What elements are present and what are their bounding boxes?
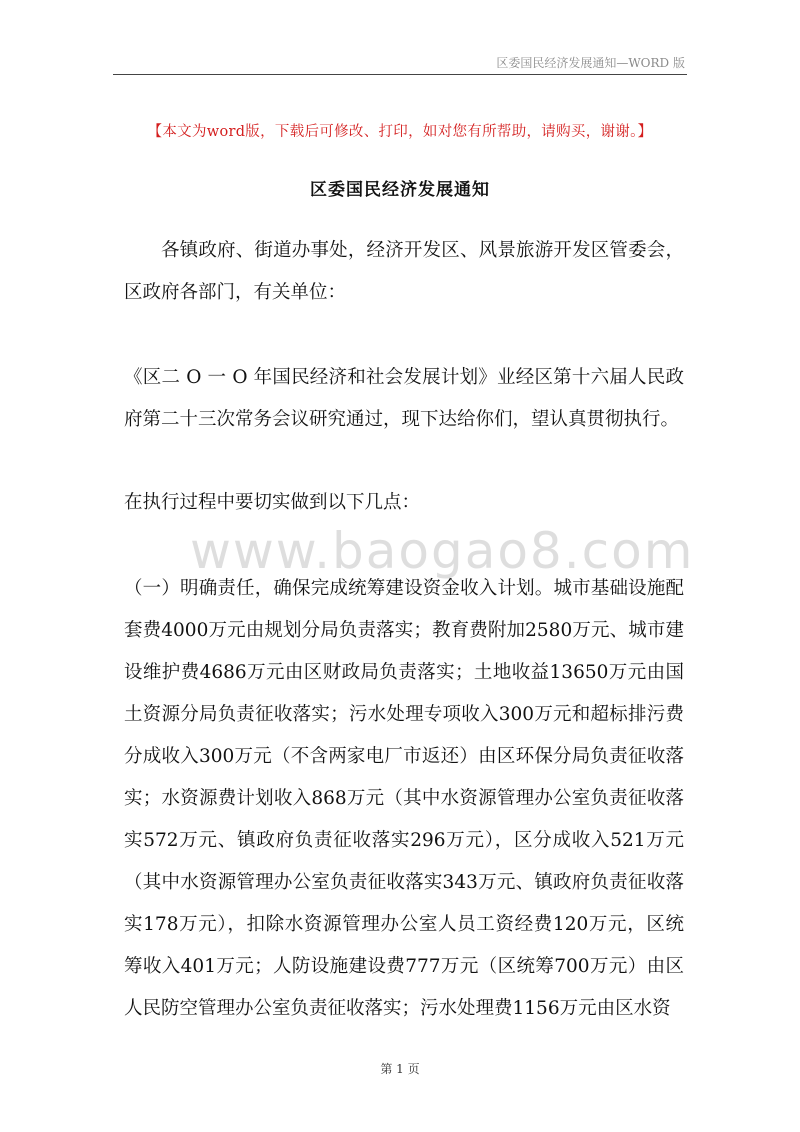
- purchase-notice: 【本文为word版，下载后可修改、打印，如对您有所帮助，请购买，谢谢。】: [147, 124, 653, 140]
- document-title: 区委国民经济发展通知: [310, 180, 490, 200]
- item-1-paragraph: （一）明确责任，确保完成统筹建设资金收入计划。城市基础设施配套费4000万元由规划分局负责落实；教育费附加2580万元、城市建设维护费4686万元由区财政局负责落实；土地收益13650万元由国土资源分局负责征收落实；污水处理专项收入300万元和超标排污费分成收入300万元（不含两家电厂市返还）由区环保分局负责征收落实；水资源费计划收入868万元（其中水资源管理办公室负责征收落实572万元、镇政府负责征收落实296万元），区分成收入521万元（其中水资源管理办公室负责征收落实343万元、镇政府负责征收落实178万元），扣除水资源管理办公室人员工资经费120万元，区统筹收入401万元；人防设施建设费777万元（区统筹700万元）由区人民防空管理办公室负责征收落实；污水处理费1156万元由区水资: [124, 578, 684, 1019]
- salutation-paragraph: 各镇政府、街道办事处，经济开发区、风景旅游开发区管委会，区政府各部门，有关单位：: [124, 240, 684, 303]
- points-intro-paragraph: 在执行过程中要切实做到以下几点：: [124, 492, 421, 513]
- page-number: 第 1 页: [380, 1062, 420, 1076]
- intro-paragraph: 《区二 O 一 O 年国民经济和社会发展计划》业经区第十六届人民政府第二十三次常务会议研究通过，现下达给你们，望认真贯彻执行。: [124, 367, 684, 430]
- watermark: www.baogao8.com: [190, 522, 695, 580]
- header-rule: [113, 74, 687, 75]
- header-doc-label: 区委国民经济发展通知—WORD 版: [496, 56, 685, 70]
